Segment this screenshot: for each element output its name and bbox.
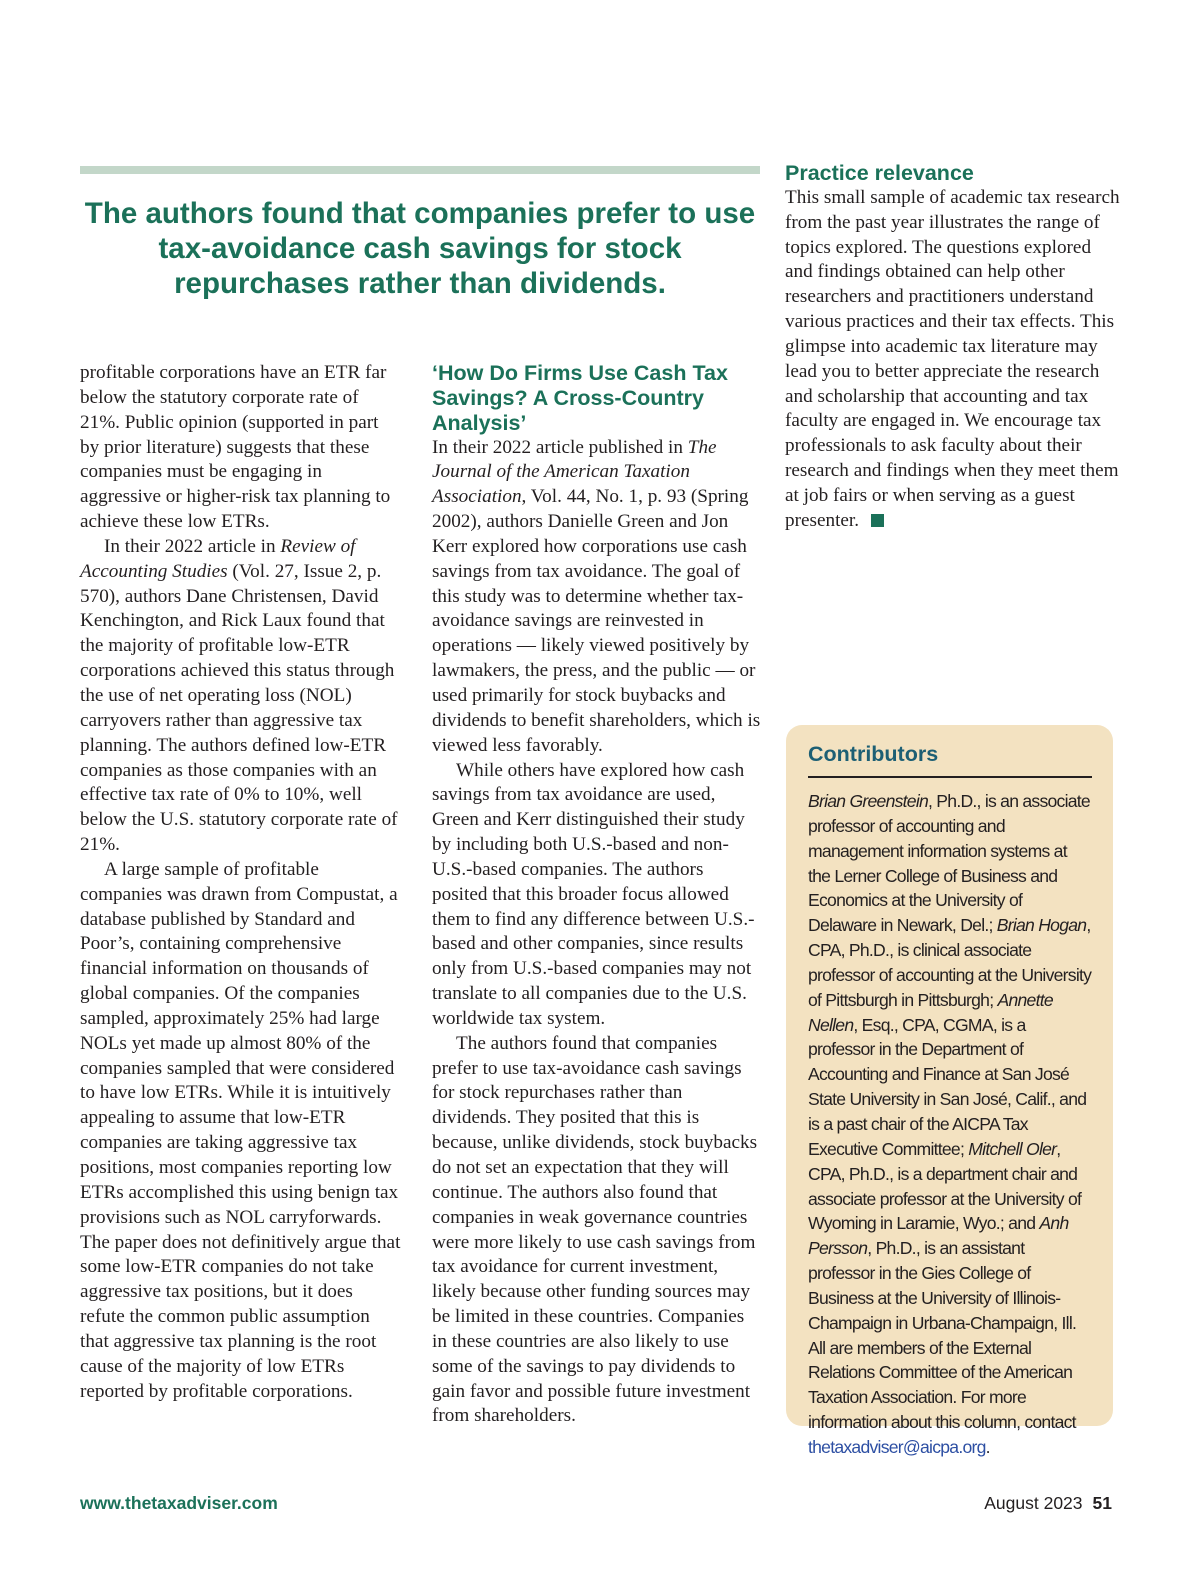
paragraph-text: , Vol. 44, No. 1, p. 93 (Spring 2002), authors Danielle Green and Jon Kerr explored how corporations use cash savings from tax avoidance. The goal of this study was to determine whether tax-avoidance savings are reinvested in operations — likely viewed positively by lawmakers, the press, and the public — or used primarily for stock buybacks and dividends to benefit shareholders, which is viewed less favorably.: [432, 486, 761, 756]
contributor-name: Brian Greenstein: [808, 791, 929, 811]
contact-email-link[interactable]: thetaxadviser@aicpa.org: [808, 1436, 986, 1457]
paragraph: [785, 186, 1120, 534]
contributors-title: Contributors: [808, 740, 1092, 778]
contributor-name: Anh Persson: [808, 1213, 1069, 1259]
footer-website[interactable]: www.thetaxadviser.com: [80, 1493, 278, 1513]
contributors-box: [786, 725, 1113, 1457]
journal-title: The Journal of the American Taxation Association: [432, 436, 717, 508]
paragraph-text: In their 2022 article in: [104, 535, 281, 557]
contributor-bio: , Ph.D., is an associate professor of accounting and management information systems at the Lerner College of Business and Economics at the University of Delaware in Newark, Del.;: [808, 791, 1090, 936]
contributor-bio: , CPA, Ph.D., is a department chair and associate professor at the University of Wyoming in Laramie, Wyo.; and: [808, 1138, 1082, 1234]
paragraph: profitable corporations have an ETR far below the statutory corporate rate of 21%. Public opinion (supported in part by prior literature) suggests that these companies must be engaging in aggressive or higher-risk tax planning to achieve these low ETRs.: [80, 362, 391, 533]
paragraph: While others have explored how cash savings from tax avoidance are used, Green and Kerr distinguished their study by including both U.S.-based and non-U.S.-based companies. The authors posited that this broader focus allowed them to find any difference between U.S.-based and other companies, since results only from U.S.-based companies may not translate to all companies due to the U.S. worldwide tax system.: [432, 759, 755, 1029]
sentence-end: .: [985, 1436, 990, 1457]
pull-quote-rule: [80, 166, 760, 174]
issue-date: August 2023: [984, 1493, 1083, 1513]
contributor-bio: , Ph.D., is an assistant professor in the Gies College of Business at the University of Illinois-Champaign in Urbana-Champaign, Ill. All are members of the External Relations Committee of the American Taxation Association. For more information about this column, contact: [808, 1238, 1077, 1433]
end-of-article-icon: [871, 514, 884, 527]
paragraph: A large sample of profitable companies was drawn from Compustat, a database published by Standard and Poor’s, containing comprehensive financial information on thousands of global companies. Of the companies sampled, approximately 25% had large NOLs yet made up almost 80% of the companies sampled that were considered to have low ETRs. While it is intuitively appealing to assume that low-ETR companies are taking aggressive tax positions, most companies reporting low ETRs accomplished this using benign tax provisions such as NOL carryforwards. The paper does not definitively argue that some low-ETR companies do not take aggressive tax positions, but it does refute the common public assumption that aggressive tax planning is the root cause of the majority of low ETRs reported by profitable corporations.: [80, 858, 401, 1402]
section-heading: ‘How Do Firms Use Cash Tax Savings? A Cross-Country Analysis’: [432, 361, 728, 435]
article-column-1: [80, 361, 402, 1404]
journal-title: Review of Accounting Studies: [80, 535, 356, 582]
footer-date-page: [984, 1492, 1112, 1514]
paragraph-text: This small sample of academic tax research from the past year illustrates the range of topics explored. The questions explored and findings obtained can help other researchers and practitioners understand various practices and their tax effects. This glimpse into academic tax literature may lead you to better appreciate the research and scholarship that accounting and tax faculty are engaged in. We encourage tax professionals to ask faculty about their research and findings when they meet them at job fairs or when serving as a guest presenter.: [785, 186, 1120, 531]
contributors-text: [808, 789, 1092, 1460]
contributor-bio: , CPA, Ph.D., is clinical associate professor of accounting at the University of Pittsburgh in Pittsburgh;: [808, 915, 1092, 1010]
page-number: 51: [1092, 1493, 1112, 1513]
contributor-name: Annette Nellen: [808, 989, 1053, 1035]
section-heading: Practice relevance: [785, 161, 974, 185]
contributor-bio: , Esq., CPA, CGMA, is a professor in the Department of Accounting and Finance at San José State University in San José, Calif., and is a past chair of the AICPA Tax Executive Committee;: [808, 1014, 1087, 1159]
paragraph: [80, 535, 402, 858]
contributor-name: Brian Hogan: [996, 915, 1087, 936]
paragraph-text: (Vol. 27, Issue 2, p. 570), authors Dane Christensen, David Kenchington, and Rick Laux found that the majority of profitable low-ETR corporations achieved this status through the use of net operating loss (NOL) carryovers rather than aggressive tax planning. The authors defined low-ETR companies as those companies with an effective tax rate of 0% to 10%, well below the U.S. statutory corporate rate of 21%.: [80, 560, 398, 856]
paragraph: [432, 436, 762, 759]
article-column-2: [432, 361, 762, 1429]
contributor-name: Mitchell Oler: [968, 1138, 1057, 1159]
paragraph: The authors found that companies prefer to use tax-avoidance cash savings for stock repurchases rather than dividends. They posited that this is because, unlike dividends, stock buybacks do not set an expectation that they will continue. The authors also found that companies in weak governance countries were more likely to use cash savings from tax avoidance for current investment, likely because other funding sources may be limited in these countries. Companies in these countries are also likely to use some of the savings to pay dividends to gain favor and possible future investment from shareholders.: [432, 1032, 758, 1427]
paragraph-text: In their 2022 article published in: [432, 436, 688, 458]
article-column-3: [785, 161, 1120, 534]
pull-quote: The authors found that companies prefer to use tax-avoidance cash savings for stock repurchases rather than dividends.: [84, 197, 756, 300]
